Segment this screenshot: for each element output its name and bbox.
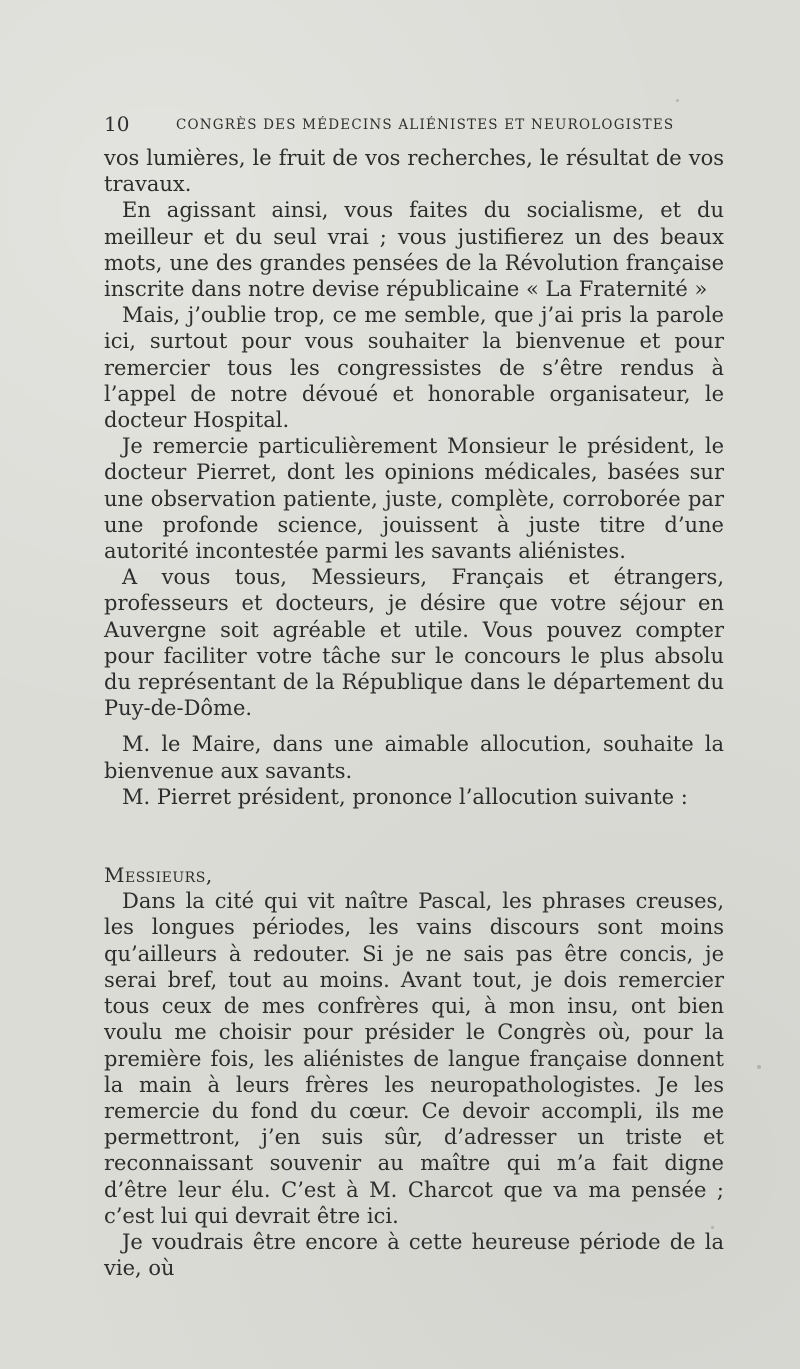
paragraph-5: A vous tous, Messieurs, Français et étrangers, professeurs et docteurs, je désire que votre séjour en Auvergne soit agréable et utile. Vous pouvez compter pour faciliter votre tâche sur le concours le plus absolu du représentant de la République dans le département du Puy-de-Dôme. [104,565,724,721]
page-header [104,112,724,136]
scan-speck [757,1065,761,1069]
scan-speck [676,99,679,102]
body-text [104,145,724,1281]
running-head: CONGRÈS DES MÉDECINS ALIÉNISTES ET NEUROLOGISTES [176,117,675,133]
section-gap [104,810,724,862]
salutation: Messieurs, [104,863,213,888]
paragraph-6: M. le Maire, dans une aimable allocution, souhaite la bienvenue aux savants. [104,732,724,783]
paragraph-4: Je remercie particulièrement Monsieur le président, le docteur Pierret, dont les opinions médicales, basées sur une observation patiente, juste, complète, corroborée par une profonde science, jouissent à juste titre d’une autorité incontestée parmi les savants aliénistes. [104,434,724,564]
paragraph-1: vos lumières, le fruit de vos recherches, le résultat de vos travaux. [104,146,724,197]
paragraph-8: Dans la cité qui vit naître Pascal, les phrases creuses, les longues périodes, les vains discours sont moins qu’ailleurs à redouter. Si je ne sais pas être concis, je serai bref, tout au moins. Avant tout, je dois remercier tous ceux de mes confrères qui, à mon insu, ont bien voulu me choisir pour présider le Congrès où, pour la première fois, les aliénistes de langue française donnent la main à leurs frères les neuropathologistes. Je les remercie du fond du cœur. Ce devoir accompli, ils me permettront, j’en suis sûr, d’adresser un triste et reconnaissant souvenir au maître qui m’a fait digne d’être leur élu. C’est à M. Charcot que va ma pensée ; c’est lui qui devrait être ici. [104,889,724,1228]
paragraph-2: En agissant ainsi, vous faites du socialisme, et du meilleur et du seul vrai ; vous justifierez un des beaux mots, une des grandes pensées de la Révolution française inscrite dans notre devise républicaine « La Fraternité » [104,198,724,302]
paragraph-7: M. Pierret président, prononce l’allocution suivante : [122,784,688,809]
paragraph-gap [104,721,724,731]
paragraph-9: Je voudrais être encore à cette heureuse période de la vie, où [104,1229,724,1281]
paragraph-3: Mais, j’oublie trop, ce me semble, que j’ai pris la parole ici, surtout pour vous souhaiter la bienvenue et pour remercier tous les congressistes de s’être rendus à l’appel de notre dévoué et honorable organisateur, le docteur Hospital. [104,303,724,433]
page-number: 10 [104,112,130,136]
